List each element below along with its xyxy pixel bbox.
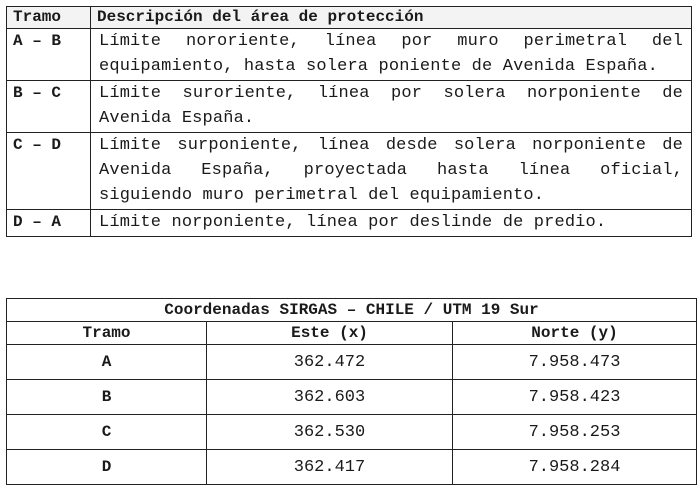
protection-area-table — [6, 6, 692, 237]
header-norte: Norte (y) — [453, 322, 697, 345]
norte-cell: 7.958.473 — [453, 345, 697, 380]
header-tramo: Tramo — [7, 322, 207, 345]
norte-cell: 7.958.423 — [453, 380, 697, 415]
este-cell: 362.530 — [207, 415, 453, 450]
table-row — [7, 81, 692, 133]
table-header-row — [7, 7, 692, 29]
coordinates-title-row — [7, 299, 697, 322]
table-row — [7, 29, 692, 81]
description-cell: Límite norponiente, línea por deslinde de predio. — [91, 210, 692, 237]
tramo-cell: D – A — [7, 210, 91, 237]
header-description: Descripción del área de protección — [91, 7, 692, 29]
tramo-cell: C – D — [7, 133, 91, 210]
tramo-cell: A – B — [7, 29, 91, 81]
table-row — [7, 450, 697, 485]
description-cell: Límite suroriente, línea por solera norponiente de Avenida España. — [91, 81, 692, 133]
coordinates-table — [6, 298, 697, 485]
tramo-cell: B – C — [7, 81, 91, 133]
header-tramo: Tramo — [7, 7, 91, 29]
coordinates-title: Coordenadas SIRGAS – CHILE / UTM 19 Sur — [7, 299, 697, 322]
este-cell: 362.603 — [207, 380, 453, 415]
table-row — [7, 210, 692, 237]
tramo-cell: D — [7, 450, 207, 485]
table-row — [7, 380, 697, 415]
tramo-cell: A — [7, 345, 207, 380]
table-header-row — [7, 322, 697, 345]
norte-cell: 7.958.253 — [453, 415, 697, 450]
description-cell: Límite surponiente, línea desde solera norponiente de Avenida España, proyectada hasta línea oficial, siguiendo muro perimetral del equipamiento. — [91, 133, 692, 210]
table-row — [7, 133, 692, 210]
tramo-cell: C — [7, 415, 207, 450]
table-row — [7, 415, 697, 450]
table-row — [7, 345, 697, 380]
este-cell: 362.472 — [207, 345, 453, 380]
este-cell: 362.417 — [207, 450, 453, 485]
description-cell: Límite nororiente, línea por muro perimetral del equipamiento, hasta solera poniente de Avenida España. — [91, 29, 692, 81]
header-este: Este (x) — [207, 322, 453, 345]
tramo-cell: B — [7, 380, 207, 415]
norte-cell: 7.958.284 — [453, 450, 697, 485]
